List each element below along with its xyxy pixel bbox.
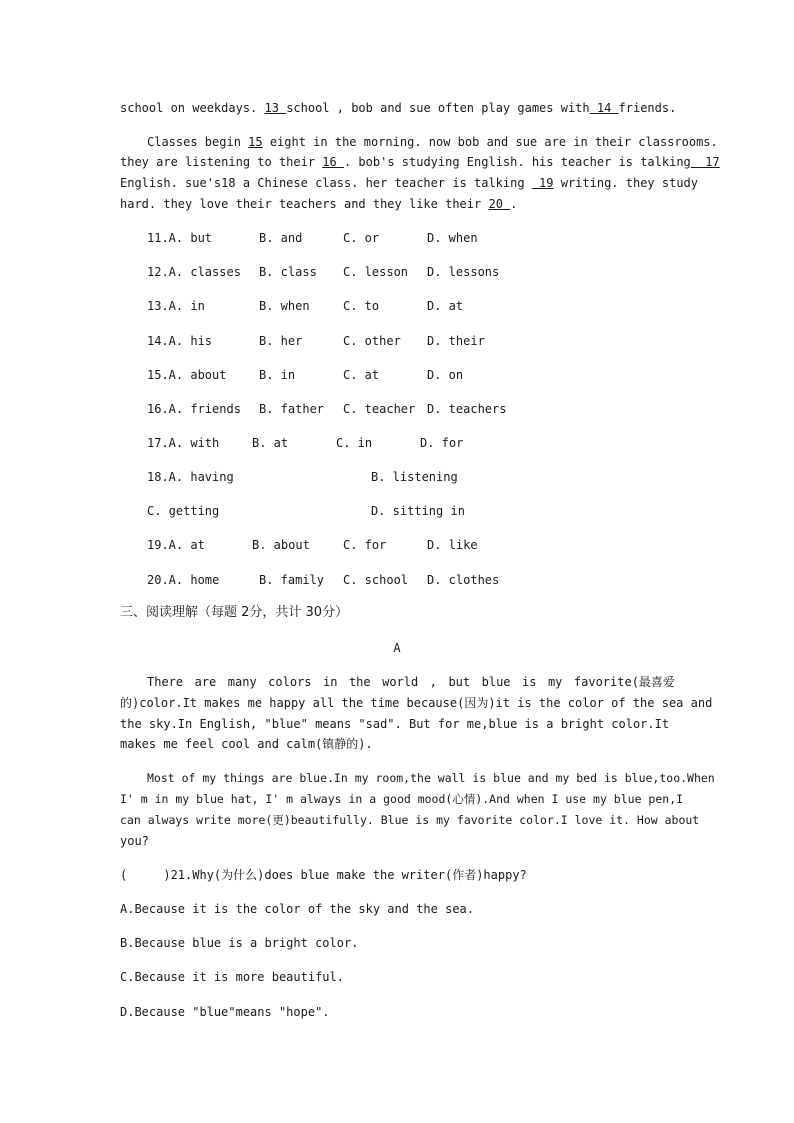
passage2-p2-line3: can always write more(更)beautifully. Blue is my favorite color.I love it. How about	[120, 813, 700, 827]
option-b: B. at	[252, 436, 289, 450]
option-b: B. listening	[371, 470, 458, 484]
q21-option-c: C.Because it is more beautiful.	[120, 970, 344, 984]
option-d: D. for	[420, 436, 464, 450]
text: school on weekdays.	[120, 101, 265, 115]
blank-15: 15	[248, 135, 263, 149]
option-c: C. at	[343, 368, 380, 382]
word: favorite(最喜爱	[573, 675, 675, 689]
option-c: C. other	[343, 334, 401, 348]
word: but	[448, 675, 471, 689]
text: eight in the morning. now bob and sue are in their classrooms.	[262, 135, 718, 149]
text: school , bob and sue often play games with	[286, 101, 590, 115]
word: many	[227, 675, 257, 689]
option-a: 11.A. but	[147, 231, 213, 245]
option-b: B. about	[252, 538, 310, 552]
passage1-line2	[147, 134, 718, 150]
passage2-p1-line1	[147, 674, 675, 690]
option-c: C. or	[343, 231, 380, 245]
q21-option-d: D.Because "blue"means "hope".	[120, 1005, 330, 1019]
blank-19: 19	[531, 176, 554, 190]
option-a: 14.A. his	[147, 334, 213, 348]
option-a: 17.A. with	[147, 436, 220, 450]
word: my	[547, 675, 563, 689]
option-c: C. teacher	[343, 402, 416, 416]
passage1-line1	[120, 100, 676, 116]
option-c: C. for	[343, 538, 387, 552]
text: they are listening to their	[120, 155, 323, 169]
option-a: 16.A. friends	[147, 402, 241, 416]
option-a: 13.A. in	[147, 299, 205, 313]
passage1-line3	[120, 154, 720, 170]
section-heading: 三、阅读理解（每题 2分，共计 30分）	[120, 605, 349, 620]
passage2-p2-line1: Most of my things are blue.In my room,the wall is blue and my bed is blue,too.When	[147, 771, 715, 785]
option-d: D. clothes	[427, 573, 500, 587]
word: ,	[429, 675, 437, 689]
question-21-stem: ( )21.Why(为什么)does blue make the writer(作者)happy?	[120, 868, 527, 882]
word: world	[382, 675, 419, 689]
q21-option-b: B.Because blue is a bright color.	[120, 936, 359, 950]
option-b: B. her	[259, 334, 303, 348]
word: colors	[268, 675, 312, 689]
text: hard. they love their teachers and they like their	[120, 197, 489, 211]
text: . bob's studying English. his teacher is talking	[343, 155, 691, 169]
option-d: D. sitting in	[371, 504, 465, 518]
option-a: 20.A. home	[147, 573, 220, 587]
blank-13: 13	[264, 101, 287, 115]
text: writing. they study	[553, 176, 698, 190]
word: the	[348, 675, 371, 689]
passage2-p1-line4: makes me feel cool and calm(镇静的).	[120, 737, 373, 751]
blank-20: 20	[488, 197, 511, 211]
word: is	[522, 675, 537, 689]
option-b: B. father	[259, 402, 325, 416]
option-d: D. on	[427, 368, 464, 382]
word: There	[147, 675, 184, 689]
option-c: C. lesson	[343, 265, 409, 279]
q21-option-a: A.Because it is the color of the sky and the sea.	[120, 902, 475, 916]
passage2-p1-line3: the sky.In English, "blue" means "sad". But for me,blue is a bright color.It	[120, 717, 670, 731]
option-b: B. family	[259, 573, 325, 587]
text: English. sue's18 a Chinese class. her teacher is talking	[120, 176, 532, 190]
blank-17: 17	[690, 155, 720, 169]
option-c: C. school	[343, 573, 409, 587]
blank-14: 14	[589, 101, 619, 115]
option-b: B. in	[259, 368, 296, 382]
passage-label: A	[393, 641, 401, 655]
option-b: B. when	[259, 299, 310, 313]
option-d: D. lessons	[427, 265, 500, 279]
option-d: D. like	[427, 538, 478, 552]
passage2-p2-line4: you?	[120, 834, 149, 848]
option-a: 12.A. classes	[147, 265, 241, 279]
option-a: 15.A. about	[147, 368, 227, 382]
passage2-p2-line2: I' m in my blue hat, I' m always in a good mood(心情).And when I use my blue pen,I	[120, 792, 684, 806]
passage1-line5	[120, 196, 517, 212]
option-b: B. class	[259, 265, 317, 279]
word: in	[323, 675, 338, 689]
word: blue	[481, 675, 511, 689]
option-c: C. to	[343, 299, 380, 313]
blank-16: 16	[322, 155, 344, 169]
option-d: D. their	[427, 334, 485, 348]
word: are	[194, 675, 217, 689]
option-a: 19.A. at	[147, 538, 205, 552]
option-c: C. getting	[147, 504, 220, 518]
text: .	[510, 197, 518, 211]
option-a: 18.A. having	[147, 470, 234, 484]
option-d: D. when	[427, 231, 478, 245]
option-d: D. at	[427, 299, 464, 313]
text: Classes begin	[147, 135, 249, 149]
option-c: C. in	[336, 436, 373, 450]
option-b: B. and	[259, 231, 303, 245]
option-d: D. teachers	[427, 402, 507, 416]
passage1-line4	[120, 175, 698, 191]
passage2-p1-line2: 的)color.It makes me happy all the time because(因为)it is the color of the sea and	[120, 696, 713, 710]
text: friends.	[618, 101, 677, 115]
